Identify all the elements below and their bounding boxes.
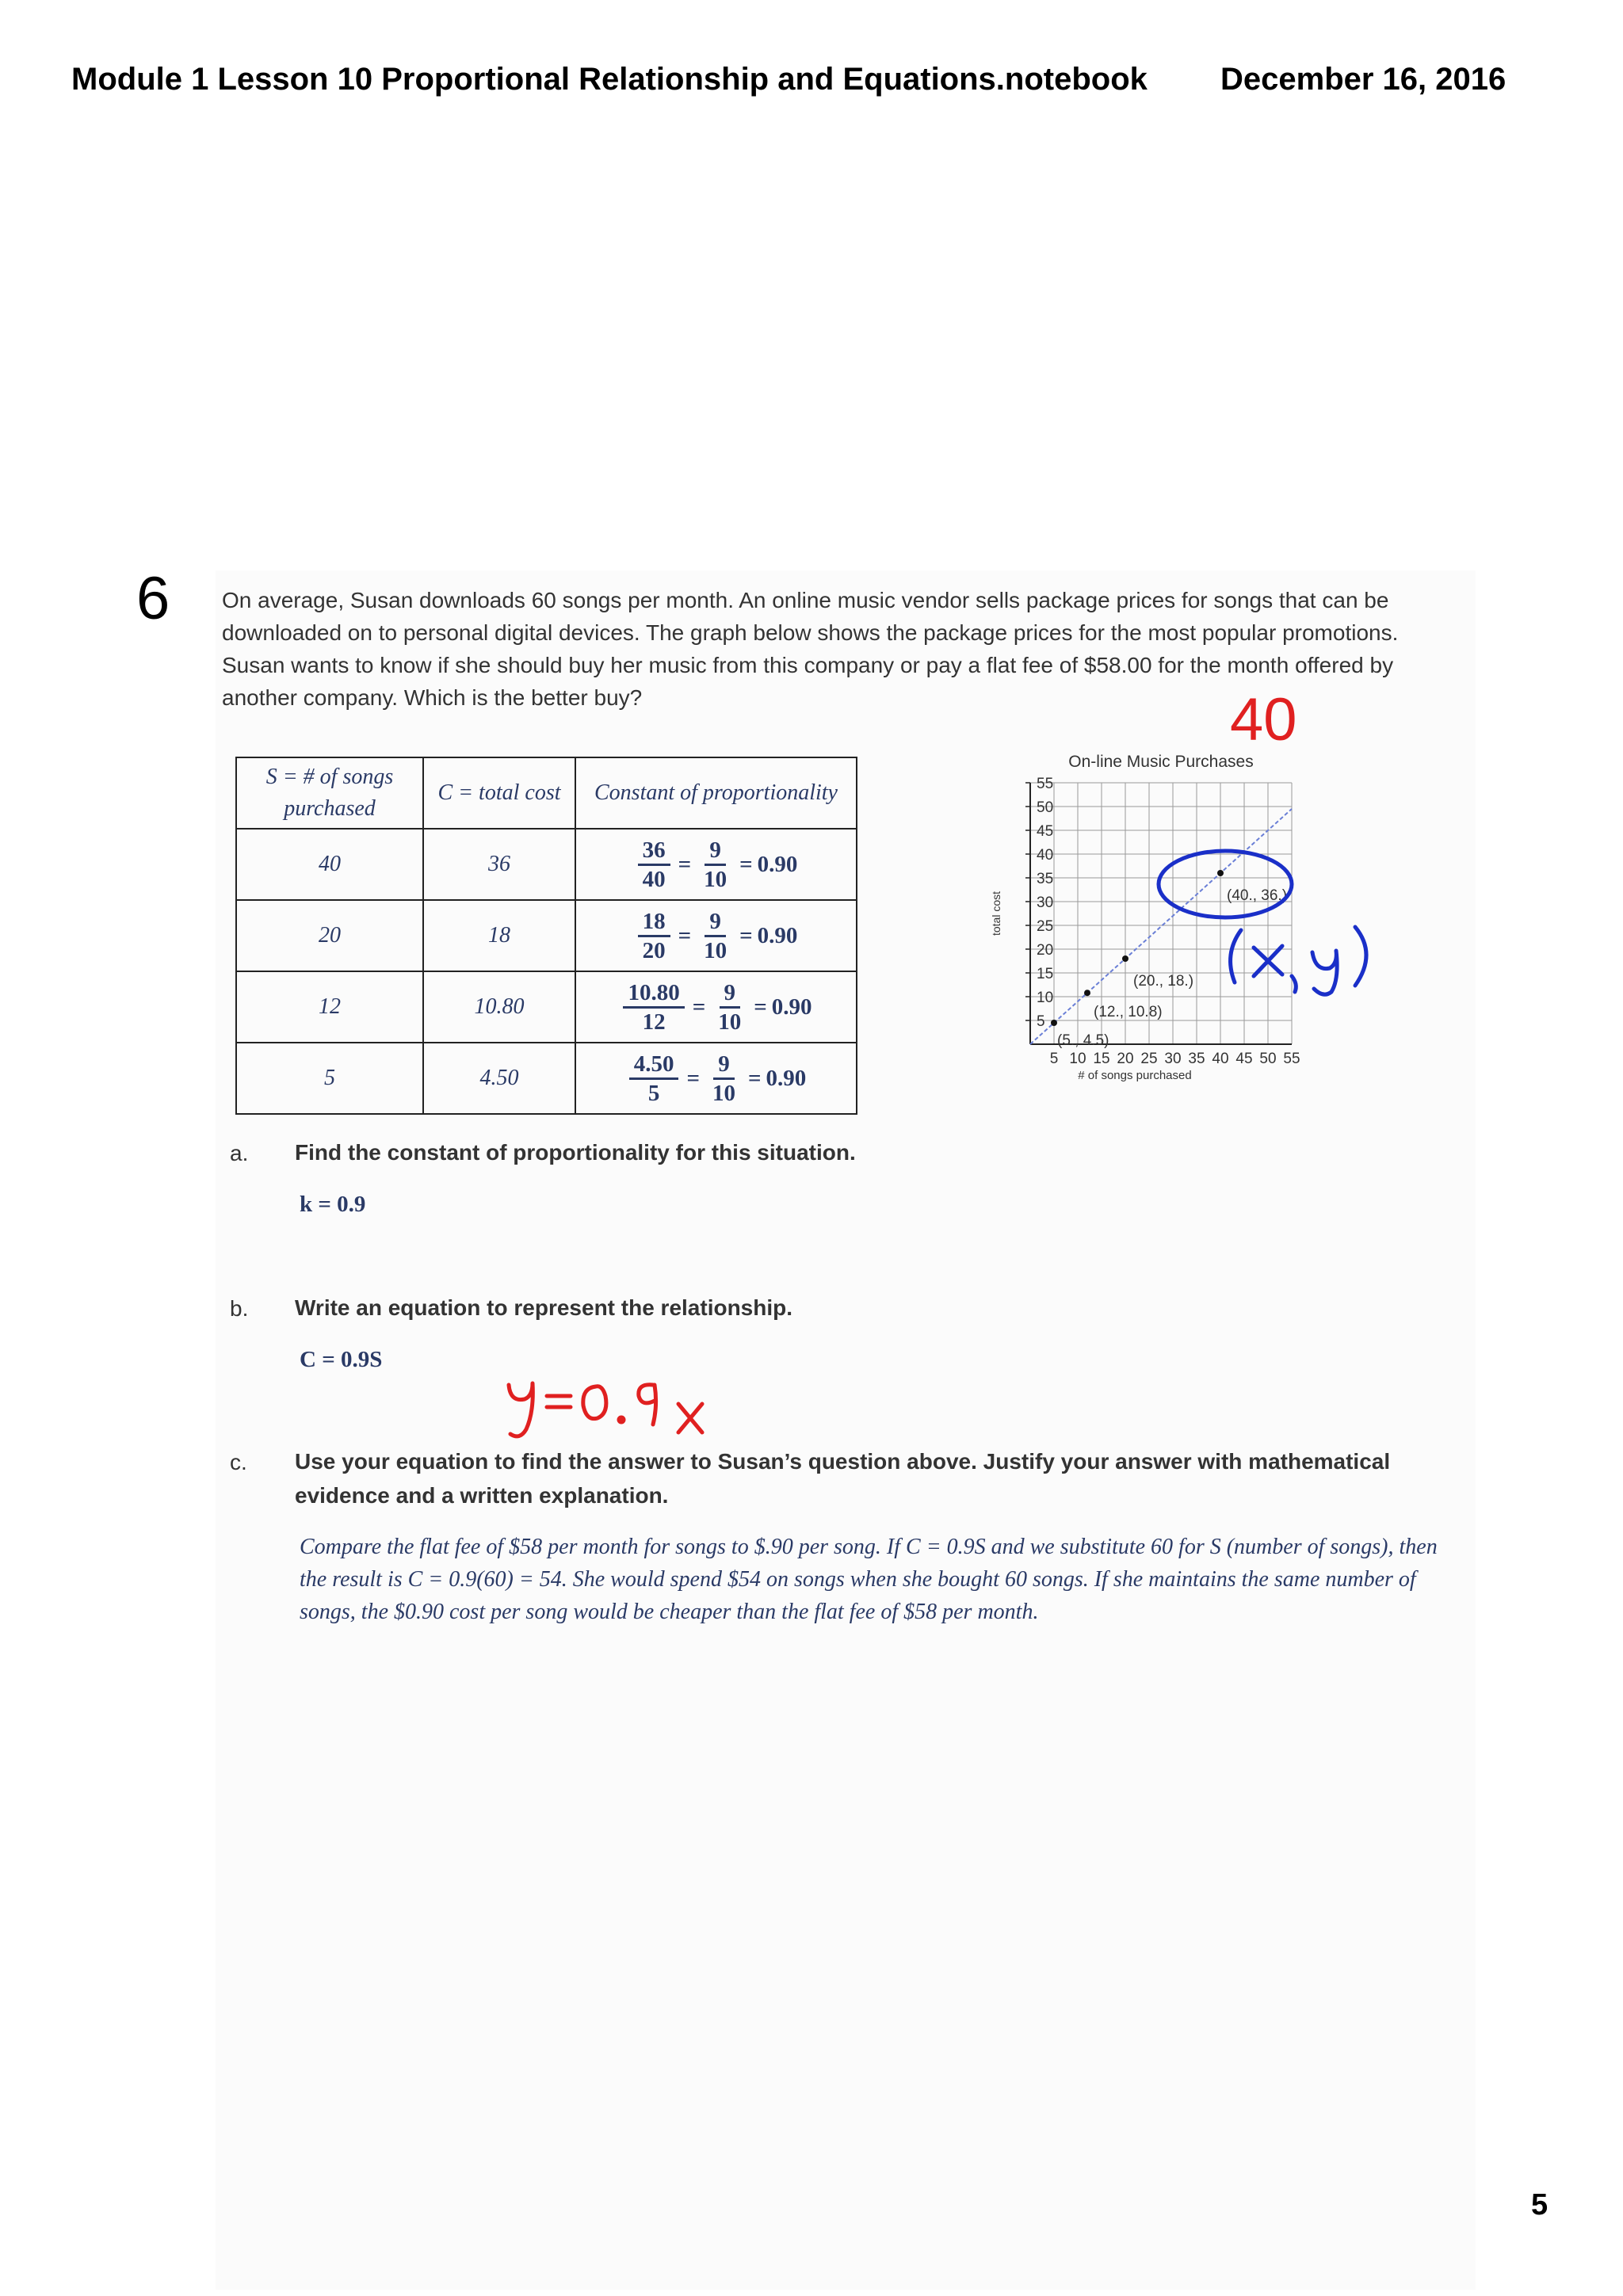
ratio-denominator: 20 (642, 937, 666, 963)
ratio-numerator: 4.50 (629, 1051, 679, 1080)
cell-cost: 4.50 (423, 1043, 575, 1114)
y-tick-label: 50 (1037, 799, 1054, 816)
question-b-text: Write an equation to represent the relationship. (295, 1295, 793, 1320)
cell-songs: 5 (236, 1043, 423, 1114)
ratio-result: 0.90 (771, 994, 812, 1020)
simplified-fraction (699, 908, 731, 964)
notebook-date: December 16, 2016 (1220, 62, 1507, 97)
data-label: (40., 36.) (1227, 887, 1288, 904)
x-axis-label: # of songs purchased (1078, 1069, 1192, 1082)
ratio-denominator: 12 (642, 1009, 666, 1035)
y-tick-label: 55 (1037, 776, 1054, 792)
y-tick-label: 20 (1037, 942, 1054, 959)
simplified-numerator: 9 (720, 979, 741, 1009)
question-a-letter: a. (230, 1141, 249, 1165)
question-a-text: Find the constant of proportionality for this situation. (295, 1140, 856, 1165)
answer-b: C = 0.9S (300, 1347, 383, 1372)
question-c-letter: c. (230, 1450, 247, 1474)
ratio-denominator: 5 (647, 1080, 660, 1106)
y-tick-label: 5 (1037, 1013, 1045, 1030)
y-tick-label: 45 (1037, 823, 1054, 840)
cell-constant (575, 900, 857, 971)
cell-constant (575, 1043, 857, 1114)
handwritten-forty: 40 (1230, 686, 1297, 753)
simplified-denominator: 10 (718, 1009, 742, 1035)
x-tick-label: 25 (1140, 1051, 1158, 1067)
equals-sign: = (739, 922, 753, 948)
table-row (236, 900, 857, 971)
problem-number: 6 (136, 565, 170, 632)
simplified-numerator: 9 (705, 837, 726, 866)
question-c-text: Use your equation to find the answer to Susan’s question above. Justify your answer with mathematical evidence and a written explanation. (295, 1449, 1391, 1508)
chart-svg (983, 745, 1331, 1085)
cell-cost: 10.80 (423, 971, 575, 1043)
cell-cost: 18 (423, 900, 575, 971)
notebook-title: Module 1 Lesson 10 Proportional Relationship and Equations.notebook (71, 62, 1148, 97)
equals-sign: = (678, 851, 692, 877)
question-b-letter: b. (230, 1296, 249, 1321)
equals-sign: = (692, 994, 706, 1020)
x-tick-label: 40 (1212, 1051, 1229, 1067)
proportion-table (235, 757, 857, 1115)
ratio-equation (620, 979, 812, 1035)
y-tick-label: 40 (1037, 847, 1054, 864)
ratio-numerator: 36 (638, 837, 670, 866)
answer-c-explanation: Compare the flat fee of $58 per month for songs to $.90 per song. If C = 0.9S and we substitute 60 for S (number of songs), then the result is C = 0.9(60) = 54. She would spend $54 on songs when she bought 60 songs. If she maintains the same number of songs, the $0.90 cost per song would be cheaper than the flat fee of $58 per month. (300, 1535, 1438, 1624)
header-cost: C = total cost (423, 757, 575, 829)
page-number: 5 (1531, 2188, 1549, 2222)
cell-songs: 20 (236, 900, 423, 971)
ratio-denominator: 40 (642, 866, 666, 892)
ratio-fraction (629, 1051, 679, 1107)
data-point (1084, 990, 1090, 996)
simplified-fraction (708, 1051, 740, 1107)
x-tick-label: 30 (1164, 1051, 1182, 1067)
y-tick-label: 35 (1037, 871, 1054, 887)
ratio-result: 0.90 (757, 922, 798, 948)
table-row (236, 829, 857, 900)
simplified-fraction (713, 979, 746, 1035)
simplified-numerator: 9 (705, 908, 726, 937)
ratio-equation (635, 908, 798, 964)
equals-sign: = (754, 994, 767, 1020)
data-label: (5., 4.5) (1057, 1032, 1109, 1049)
x-tick-label: 45 (1235, 1051, 1253, 1067)
chart-title: On-line Music Purchases (1068, 753, 1254, 771)
data-label: (12., 10.8) (1094, 1004, 1163, 1021)
data-point (1051, 1020, 1057, 1026)
simplified-denominator: 10 (704, 937, 727, 963)
y-tick-label: 25 (1037, 918, 1054, 935)
problem-intro: On average, Susan downloads 60 songs per month. An online music vendor sells package prices for songs that can be downloaded on to personal digital devices. The graph below shows the package prices for the most popular promotions. Susan wants to know if she should buy her music from this company or pay a flat fee of $58.00 for the month offered by another company. Which is the better buy? (222, 588, 1399, 710)
table-row (236, 1043, 857, 1114)
data-label: (20., 18.) (1133, 973, 1194, 990)
equals-sign: = (739, 851, 753, 877)
ratio-equation (635, 837, 798, 893)
cell-songs: 12 (236, 971, 423, 1043)
equals-sign: = (678, 922, 692, 948)
x-tick-label: 15 (1093, 1051, 1110, 1067)
y-tick-label: 15 (1037, 966, 1054, 982)
handwritten-xy (1219, 919, 1401, 998)
header-songs: S = # of songs purchased (236, 757, 423, 829)
ratio-result: 0.90 (766, 1065, 807, 1091)
equals-sign: = (748, 1065, 762, 1091)
ratio-fraction (623, 979, 684, 1035)
handwritten-equation (499, 1361, 761, 1448)
handdrawn-circle (1159, 851, 1292, 917)
cell-constant (575, 971, 857, 1043)
ratio-result: 0.90 (757, 851, 798, 877)
data-point (1122, 955, 1128, 962)
x-tick-label: 50 (1259, 1051, 1277, 1067)
data-point (1217, 870, 1224, 876)
ratio-fraction (638, 837, 670, 893)
simplified-denominator: 10 (704, 866, 727, 892)
ratio-equation (626, 1051, 807, 1107)
cell-constant (575, 829, 857, 900)
simplified-numerator: 9 (713, 1051, 735, 1080)
simplified-denominator: 10 (712, 1080, 735, 1106)
y-axis-label: total cost (990, 891, 1002, 936)
answer-a: k = 0.9 (300, 1192, 366, 1217)
ratio-numerator: 10.80 (623, 979, 684, 1009)
x-tick-label: 20 (1117, 1051, 1134, 1067)
x-tick-label: 5 (1049, 1051, 1059, 1067)
y-tick-label: 30 (1037, 894, 1054, 911)
music-purchases-chart (983, 745, 1331, 1089)
ratio-fraction (638, 908, 670, 964)
simplified-fraction (699, 837, 731, 893)
y-tick-label: 10 (1037, 990, 1054, 1006)
header-constant: Constant of proportionality (575, 757, 857, 829)
cell-cost: 36 (423, 829, 575, 900)
x-tick-label: 10 (1069, 1051, 1086, 1067)
table-row (236, 971, 857, 1043)
x-tick-label: 35 (1188, 1051, 1205, 1067)
ratio-numerator: 18 (638, 908, 670, 937)
cell-songs: 40 (236, 829, 423, 900)
equals-sign: = (686, 1065, 700, 1091)
x-tick-label: 55 (1283, 1051, 1300, 1067)
